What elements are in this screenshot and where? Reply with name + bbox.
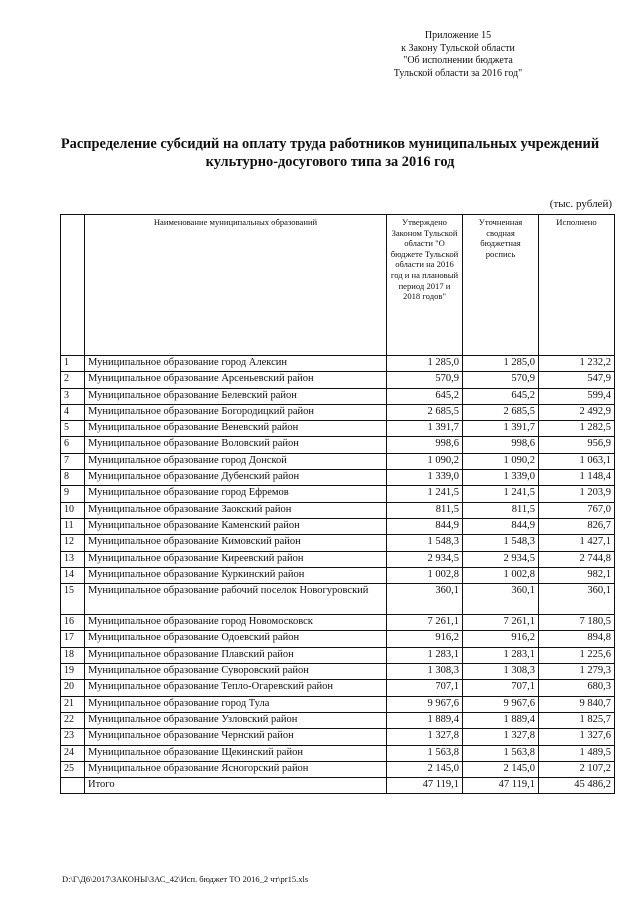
approved-amount: 47 119,1 (387, 778, 463, 794)
municipality-name: Муниципальное образование Чернский район (85, 729, 387, 745)
refined-amount: 2 145,0 (463, 761, 539, 777)
municipality-name: Муниципальное образование город Тула (85, 696, 387, 712)
approved-amount: 360,1 (387, 584, 463, 615)
refined-amount: 1 241,5 (463, 486, 539, 502)
refined-amount: 1 308,3 (463, 664, 539, 680)
approved-amount: 1 339,0 (387, 470, 463, 486)
approved-amount: 707,1 (387, 680, 463, 696)
municipality-name: Муниципальное образование Щекинский район (85, 745, 387, 761)
file-path-footer: D:\Г\Д6\2017\ЗАКОНЫ\ЗАС_42\Исп. бюджет ТО 2016_2 чт\pr15.xls (62, 874, 309, 884)
row-number: 5 (61, 421, 85, 437)
table-row (61, 388, 615, 404)
executed-amount: 1 427,1 (539, 535, 615, 551)
municipality-name: Муниципальное образование Ясногорский район (85, 761, 387, 777)
table-row (61, 567, 615, 583)
refined-amount: 707,1 (463, 680, 539, 696)
row-number: 2 (61, 372, 85, 388)
executed-amount: 45 486,2 (539, 778, 615, 794)
executed-amount: 7 180,5 (539, 615, 615, 631)
refined-amount: 570,9 (463, 372, 539, 388)
approved-amount: 998,6 (387, 437, 463, 453)
table-row (61, 647, 615, 663)
row-number: 8 (61, 470, 85, 486)
refined-amount: 7 261,1 (463, 615, 539, 631)
municipality-name: Муниципальное образование Веневский район (85, 421, 387, 437)
executed-amount: 547,9 (539, 372, 615, 388)
document-title (40, 135, 620, 171)
approved-amount: 1 548,3 (387, 535, 463, 551)
row-number: 10 (61, 502, 85, 518)
executed-amount: 9 840,7 (539, 696, 615, 712)
executed-amount: 360,1 (539, 584, 615, 615)
appendix-line: Тульской области за 2016 год" (393, 67, 523, 79)
row-number: 14 (61, 567, 85, 583)
table-row (61, 437, 615, 453)
approved-amount: 844,9 (387, 518, 463, 534)
executed-amount: 680,3 (539, 680, 615, 696)
table-header-row (61, 215, 615, 356)
municipality-name: Муниципальное образование Узловский район (85, 712, 387, 728)
municipality-name: Муниципальное образование город Ефремов (85, 486, 387, 502)
municipality-name: Итого (85, 778, 387, 794)
row-number: 23 (61, 729, 85, 745)
header-name: Наименование муниципальных образований (85, 215, 387, 356)
title-line-1: Распределение субсидий на оплату труда работников муниципальных учреждений (60, 136, 600, 152)
municipality-name: Муниципальное образование Тепло-Огаревский район (85, 680, 387, 696)
municipality-name: Муниципальное образование Одоевский район (85, 631, 387, 647)
row-number: 6 (61, 437, 85, 453)
refined-amount: 9 967,6 (463, 696, 539, 712)
refined-amount: 645,2 (463, 388, 539, 404)
municipality-name: Муниципальное образование Арсеньевский район (85, 372, 387, 388)
table-row (61, 551, 615, 567)
executed-amount: 1 203,9 (539, 486, 615, 502)
table-row (61, 372, 615, 388)
refined-amount: 47 119,1 (463, 778, 539, 794)
municipality-name: Муниципальное образование город Новомосковск (85, 615, 387, 631)
executed-amount: 599,4 (539, 388, 615, 404)
row-number: 11 (61, 518, 85, 534)
municipality-name: Муниципальное образование Дубенский район (85, 470, 387, 486)
refined-amount: 1 285,0 (463, 356, 539, 372)
executed-amount: 1 232,2 (539, 356, 615, 372)
row-number: 18 (61, 647, 85, 663)
refined-amount: 360,1 (463, 584, 539, 615)
municipality-name: Муниципальное образование Плавский район (85, 647, 387, 663)
table-row (61, 712, 615, 728)
refined-amount: 844,9 (463, 518, 539, 534)
approved-amount: 2 145,0 (387, 761, 463, 777)
table-row (61, 502, 615, 518)
row-number: 9 (61, 486, 85, 502)
executed-amount: 826,7 (539, 518, 615, 534)
approved-amount: 9 967,6 (387, 696, 463, 712)
approved-amount: 2 934,5 (387, 551, 463, 567)
appendix-line: Приложение 15 (424, 30, 492, 41)
subsidy-table (60, 214, 615, 794)
executed-amount: 1 489,5 (539, 745, 615, 761)
executed-amount: 2 492,9 (539, 404, 615, 420)
municipality-name: Муниципальное образование Суворовский район (85, 664, 387, 680)
total-row (61, 778, 615, 794)
row-number: 22 (61, 712, 85, 728)
executed-amount: 2 744,8 (539, 551, 615, 567)
table-row (61, 584, 615, 615)
refined-amount: 2 934,5 (463, 551, 539, 567)
municipality-name: Муниципальное образование рабочий поселок Новогуровский (85, 584, 387, 615)
row-number: 1 (61, 356, 85, 372)
row-number: 24 (61, 745, 85, 761)
executed-amount: 1 282,5 (539, 421, 615, 437)
approved-amount: 1 002,8 (387, 567, 463, 583)
table-row (61, 421, 615, 437)
executed-amount: 1 327,6 (539, 729, 615, 745)
table-row (61, 453, 615, 469)
row-number: 21 (61, 696, 85, 712)
municipality-name: Муниципальное образование Киреевский район (85, 551, 387, 567)
refined-amount: 1 283,1 (463, 647, 539, 663)
table-row (61, 615, 615, 631)
refined-amount: 1 391,7 (463, 421, 539, 437)
row-number (61, 778, 85, 794)
approved-amount: 1 889,4 (387, 712, 463, 728)
header-number (61, 215, 85, 356)
table-row (61, 745, 615, 761)
header-approved: Утверждено Законом Тульской области "О бюджете Тульской области на 2016 год и на плановый период 2017 и 2018 годов" (387, 215, 463, 356)
table-body (61, 356, 615, 794)
row-number: 12 (61, 535, 85, 551)
table-row (61, 535, 615, 551)
refined-amount: 1 563,8 (463, 745, 539, 761)
units-label: (тыс. рублей) (549, 198, 612, 210)
executed-amount: 1 825,7 (539, 712, 615, 728)
row-number: 15 (61, 584, 85, 615)
refined-amount: 1 002,8 (463, 567, 539, 583)
municipality-name: Муниципальное образование город Алексин (85, 356, 387, 372)
approved-amount: 1 241,5 (387, 486, 463, 502)
approved-amount: 811,5 (387, 502, 463, 518)
municipality-name: Муниципальное образование Белевский район (85, 388, 387, 404)
refined-amount: 1 548,3 (463, 535, 539, 551)
table-row (61, 631, 615, 647)
executed-amount: 2 107,2 (539, 761, 615, 777)
approved-amount: 570,9 (387, 372, 463, 388)
municipality-name: Муниципальное образование Заокский район (85, 502, 387, 518)
refined-amount: 1 090,2 (463, 453, 539, 469)
approved-amount: 645,2 (387, 388, 463, 404)
table-row (61, 761, 615, 777)
appendix-line: "Об исполнении бюджета (403, 55, 513, 66)
row-number: 3 (61, 388, 85, 404)
table-row (61, 404, 615, 420)
table-row (61, 729, 615, 745)
approved-amount: 1 327,8 (387, 729, 463, 745)
approved-amount: 1 391,7 (387, 421, 463, 437)
refined-amount: 1 327,8 (463, 729, 539, 745)
executed-amount: 1 148,4 (539, 470, 615, 486)
municipality-name: Муниципальное образование Каменский район (85, 518, 387, 534)
refined-amount: 811,5 (463, 502, 539, 518)
row-number: 4 (61, 404, 85, 420)
table-row (61, 680, 615, 696)
approved-amount: 916,2 (387, 631, 463, 647)
table-row (61, 518, 615, 534)
appendix-line: к Закону Тульской области (401, 42, 515, 54)
table-row (61, 696, 615, 712)
row-number: 19 (61, 664, 85, 680)
municipality-name: Муниципальное образование город Донской (85, 453, 387, 469)
table-row (61, 356, 615, 372)
approved-amount: 1 563,8 (387, 745, 463, 761)
row-number: 16 (61, 615, 85, 631)
row-number: 17 (61, 631, 85, 647)
executed-amount: 956,9 (539, 437, 615, 453)
refined-amount: 998,6 (463, 437, 539, 453)
approved-amount: 7 261,1 (387, 615, 463, 631)
header-refined: Уточненная сводная бюджетная роспись (463, 215, 539, 356)
row-number: 25 (61, 761, 85, 777)
row-number: 7 (61, 453, 85, 469)
executed-amount: 767,0 (539, 502, 615, 518)
refined-amount: 1 339,0 (463, 470, 539, 486)
appendix-header (348, 30, 568, 80)
executed-amount: 982,1 (539, 567, 615, 583)
municipality-name: Муниципальное образование Воловский район (85, 437, 387, 453)
municipality-name: Муниципальное образование Богородицкий район (85, 404, 387, 420)
approved-amount: 1 090,2 (387, 453, 463, 469)
table-row (61, 470, 615, 486)
refined-amount: 2 685,5 (463, 404, 539, 420)
approved-amount: 2 685,5 (387, 404, 463, 420)
executed-amount: 894,8 (539, 631, 615, 647)
executed-amount: 1 063,1 (539, 453, 615, 469)
title-line-2: культурно-досугового типа за 2016 год (205, 154, 455, 170)
row-number: 13 (61, 551, 85, 567)
executed-amount: 1 279,3 (539, 664, 615, 680)
table-row (61, 486, 615, 502)
refined-amount: 916,2 (463, 631, 539, 647)
header-executed: Исполнено (539, 215, 615, 356)
approved-amount: 1 308,3 (387, 664, 463, 680)
table-row (61, 664, 615, 680)
municipality-name: Муниципальное образование Кимовский район (85, 535, 387, 551)
row-number: 20 (61, 680, 85, 696)
approved-amount: 1 283,1 (387, 647, 463, 663)
municipality-name: Муниципальное образование Куркинский район (85, 567, 387, 583)
executed-amount: 1 225,6 (539, 647, 615, 663)
refined-amount: 1 889,4 (463, 712, 539, 728)
approved-amount: 1 285,0 (387, 356, 463, 372)
